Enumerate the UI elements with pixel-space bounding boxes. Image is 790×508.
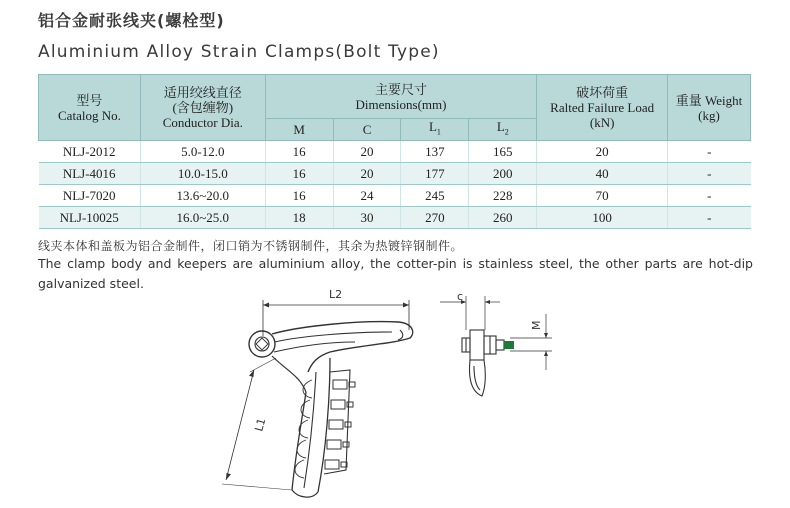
cell-load: 40 xyxy=(537,163,668,185)
side-view-drawing xyxy=(222,300,413,497)
cell-l1: 177 xyxy=(401,163,469,185)
cell-l1: 270 xyxy=(401,207,469,229)
page-title-cn: 铝合金耐张线夹(螺栓型) xyxy=(38,11,225,30)
load-header-cn: 破坏荷重 xyxy=(576,85,629,100)
cell-m: 18 xyxy=(265,207,333,229)
dim-l2-base: L xyxy=(496,119,505,135)
cell-dia: 10.0-15.0 xyxy=(140,163,265,185)
cell-l2: 165 xyxy=(469,141,537,163)
dimensions-header-cn: 主要尺寸 xyxy=(374,81,427,97)
material-note-en: The clamp body and keepers are aluminium alloy, the cotter-pin is stainless steel, the other parts are hot-dip galvanized steel. xyxy=(38,256,753,291)
cell-load: 20 xyxy=(537,141,668,163)
conductor-header-cn2: (含包缠物) xyxy=(172,100,234,115)
cell-weight: - xyxy=(668,185,751,207)
cell-dia: 13.6~20.0 xyxy=(140,185,265,207)
cell-l2: 200 xyxy=(469,163,537,185)
weight-header-label: 重量 Weight xyxy=(675,92,743,108)
dim-m-header: M xyxy=(265,119,333,141)
dim-l1-base: L xyxy=(428,119,437,135)
label-c: c xyxy=(457,290,464,303)
conductor-header-en: Conductor Dia. xyxy=(162,115,243,130)
conductor-header-cn1: 适用绞线直径 xyxy=(163,85,242,100)
cell-dia: 5.0-12.0 xyxy=(140,141,265,163)
cell-weight: - xyxy=(668,207,751,229)
cell-l2: 260 xyxy=(469,207,537,229)
cell-c: 30 xyxy=(333,207,401,229)
dim-c-header: C xyxy=(333,119,401,141)
page-title-en: Aluminium Alloy Strain Clamps(Bolt Type) xyxy=(38,42,440,62)
cell-catalog: NLJ-7020 xyxy=(39,185,141,207)
cell-weight: - xyxy=(668,163,751,185)
weight-header-unit: (kg) xyxy=(698,107,720,123)
label-m: M xyxy=(530,320,543,330)
cell-catalog: NLJ-4016 xyxy=(39,163,141,185)
cell-c: 20 xyxy=(333,163,401,185)
dimensions-header-en: Dimensions(mm) xyxy=(355,96,447,112)
load-header-en: Ralted Failure Load xyxy=(550,100,655,115)
cell-weight: - xyxy=(668,141,751,163)
cell-load: 70 xyxy=(537,185,668,207)
cell-catalog: NLJ-2012 xyxy=(39,141,141,163)
catalog-header-cn: 型号 xyxy=(76,92,103,108)
cell-dia: 16.0~25.0 xyxy=(140,207,265,229)
catalog-header-en: Catalog No. xyxy=(58,107,121,123)
cell-l1: 137 xyxy=(401,141,469,163)
label-l2: L2 xyxy=(329,288,343,301)
cell-c: 20 xyxy=(333,141,401,163)
front-view-drawing xyxy=(440,296,552,396)
material-note-cn: 线夹本体和盖板为铝合金制件，闭口销为不锈钢制件，其余为热镀锌钢制件。 xyxy=(38,239,464,253)
dim-l1-sub: 1 xyxy=(436,127,441,137)
cell-l2: 228 xyxy=(469,185,537,207)
cell-c: 24 xyxy=(333,185,401,207)
cotter-pin-rod xyxy=(504,341,514,349)
cell-m: 16 xyxy=(265,185,333,207)
label-l1: L1 xyxy=(252,416,269,433)
cell-catalog: NLJ-10025 xyxy=(39,207,141,229)
dim-l2-sub: 2 xyxy=(504,127,509,137)
cell-m: 16 xyxy=(265,141,333,163)
cell-l1: 245 xyxy=(401,185,469,207)
load-header-unit: (kN) xyxy=(589,115,615,130)
cell-m: 16 xyxy=(265,163,333,185)
cell-load: 100 xyxy=(537,207,668,229)
